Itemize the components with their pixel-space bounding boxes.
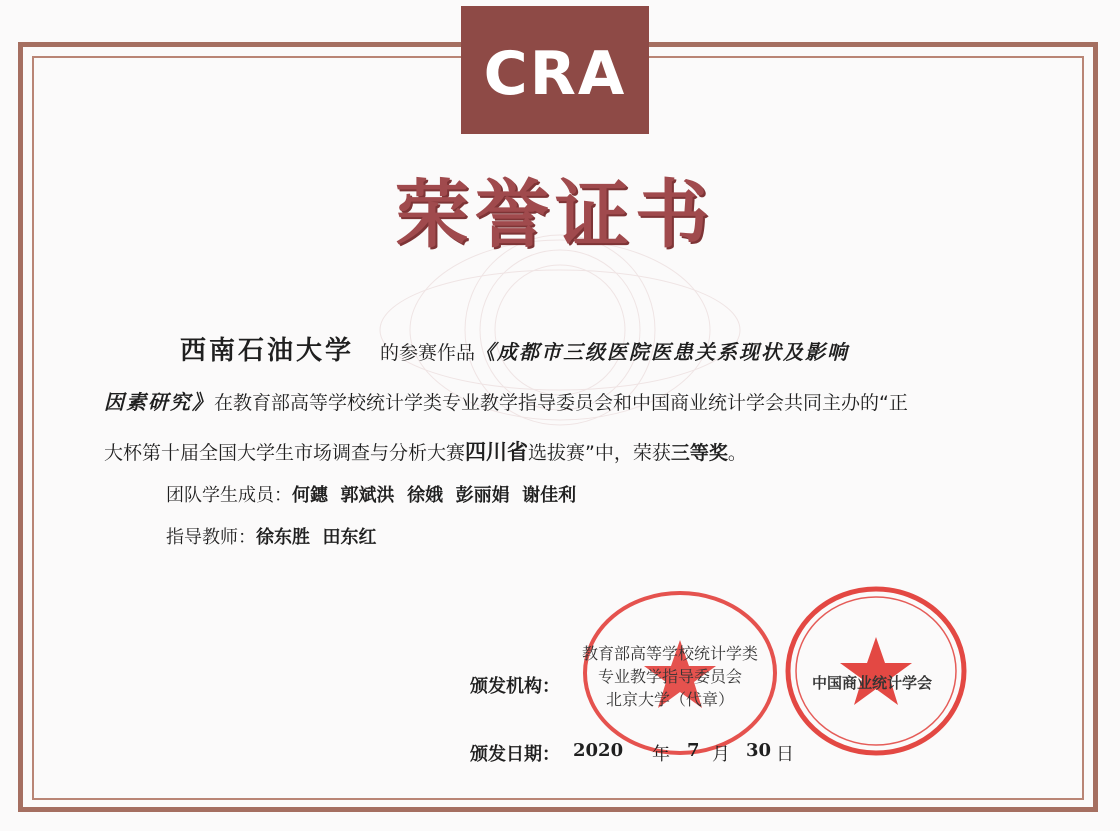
- issuer-org1-line3: 北京大学（代章）: [605, 690, 734, 709]
- certificate-title: 荣誉证书: [395, 172, 715, 258]
- date-month: 7: [687, 740, 700, 761]
- members-label: 团队学生成员：: [166, 485, 292, 506]
- work-title-part2: 因素研究》: [104, 390, 214, 414]
- logo-text: CRA: [483, 39, 627, 109]
- date-year: 2020: [573, 740, 624, 761]
- seal-commercial-statistics-society: [782, 585, 970, 757]
- issuer-org1-line1: 教育部高等学校统计学类: [581, 644, 758, 663]
- body-line3-a: 大杯第十届全国大学生市场调查与分析大赛: [104, 442, 466, 464]
- date-label: 颁发日期：: [470, 744, 560, 765]
- body-line-1: [180, 330, 1080, 367]
- date-month-unit: 月: [712, 744, 730, 765]
- advisors-names: 徐东胜 田东红: [256, 527, 377, 548]
- issuer-org-2: 中国商业统计学会: [812, 674, 933, 692]
- university-name: 西南石油大学: [180, 336, 355, 366]
- date-day-unit: 日: [776, 744, 794, 765]
- body-line3-b: 选拔赛”中，荣获: [528, 442, 671, 464]
- body-line2-text: 在教育部高等学校统计学类专业教学指导委员会和中国商业统计学会共同主办的“正: [214, 392, 908, 414]
- date-year-unit: 年: [652, 744, 670, 765]
- members-names: 何鏸 郭斌洪 徐娥 彭丽娟 谢佳利: [292, 485, 577, 506]
- advisors-label: 指导教师：: [166, 527, 256, 548]
- date-day: 30: [746, 740, 772, 761]
- issuer-org-1: [555, 642, 785, 711]
- issuer-org1-line2: 专业教学指导委员会: [597, 667, 742, 686]
- province: 四川省: [465, 440, 529, 464]
- prize: 三等奖: [670, 442, 728, 464]
- issuer-label: 颁发机构：: [470, 676, 560, 697]
- cra-logo: [461, 6, 649, 134]
- work-title-part1: 《成都市三级医院医患关系现状及影响: [475, 340, 850, 364]
- entry-prefix: 的参赛作品: [380, 342, 476, 364]
- members-row: [166, 481, 576, 507]
- body-line3-end: 。: [727, 442, 747, 464]
- body-line-3: [104, 436, 1004, 466]
- body-line-2: [104, 386, 1004, 415]
- advisors-row: [166, 523, 377, 549]
